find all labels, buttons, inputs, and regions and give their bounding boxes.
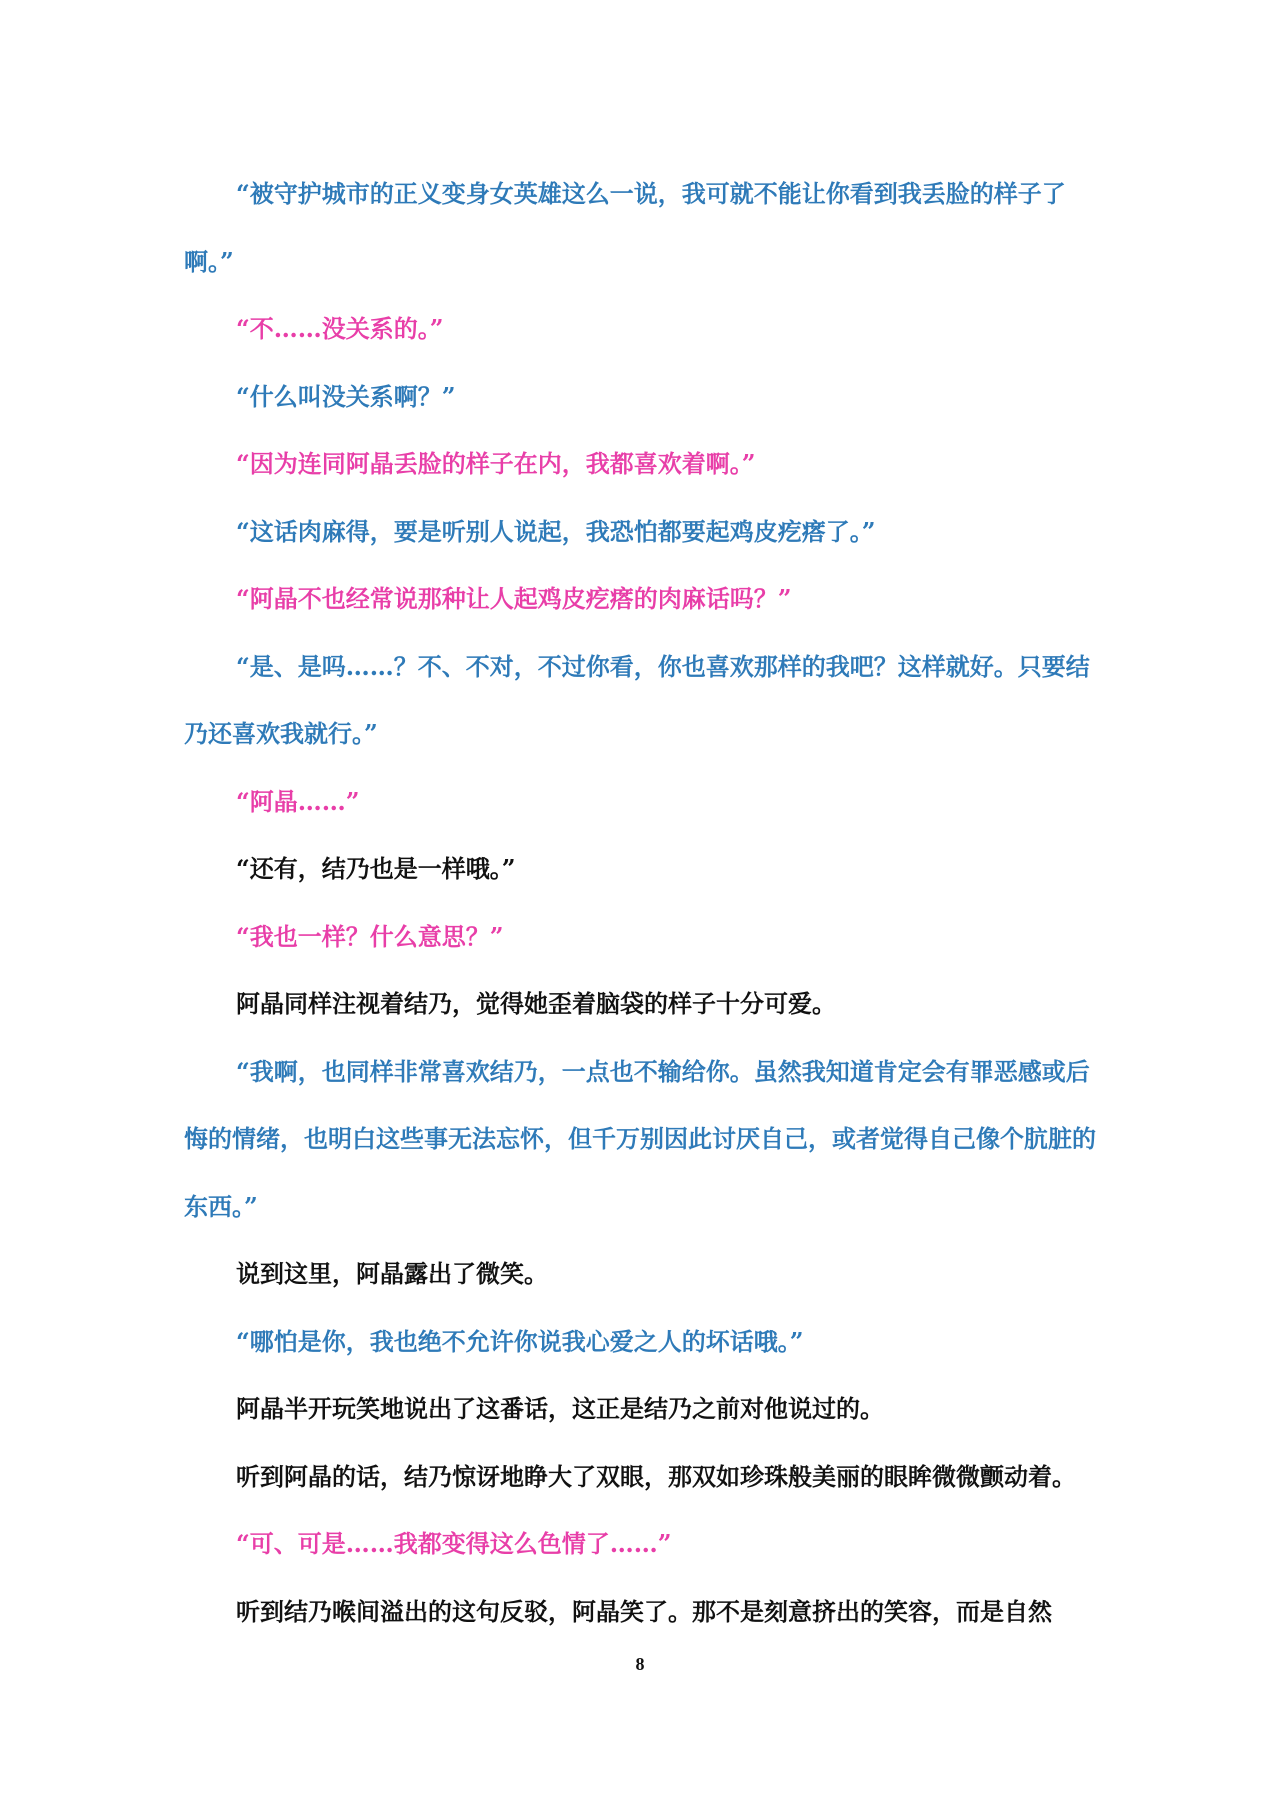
paragraph: “是、是吗……？不、不对，不过你看，你也喜欢那样的我吧？这样就好。只要结乃还喜欢我就行。” [184,651,1090,748]
paragraph: “我也一样？什么意思？” [236,921,504,951]
paragraph: “什么叫没关系啊？” [236,381,456,411]
paragraph: “这话肉麻得，要是听别人说起，我恐怕都要起鸡皮疙瘩了。” [236,516,876,546]
paragraph: “哪怕是你，我也绝不允许你说我心爱之人的坏话哦。” [236,1326,804,1356]
paragraph: “可、可是……我都变得这么色情了……” [236,1529,672,1558]
paragraph: “被守护城市的正义变身女英雄这么一说，我可就不能让你看到我丢脸的样子了啊。” [184,179,1066,276]
paragraph: “我啊，也同样非常喜欢结乃，一点也不输给你。虽然我知道肯定会有罪恶感或后悔的情绪，也明白这些事无法忘怀，但千万别因此讨厌自己，或者觉得自己像个肮脏的东西。” [184,1056,1096,1221]
paragraph: “不……没关系的。” [236,314,444,343]
paragraph: “因为连同阿晶丢脸的样子在内，我都喜欢着啊。” [236,449,756,478]
body-text [184,160,1096,1645]
paragraph: “阿晶……” [236,786,360,816]
paragraph: 阿晶半开玩笑地说出了这番话，这正是结乃之前对他说过的。 [236,1394,884,1423]
paragraph: 听到结乃喉间溢出的这句反驳，阿晶笑了。那不是刻意挤出的笑容，而是自然 [236,1596,1052,1626]
page-number: 8 [635,1654,645,1674]
paragraph: 听到阿晶的话，结乃惊讶地睁大了双眼，那双如珍珠般美丽的眼眸微微颤动着。 [236,1461,1076,1491]
paragraph: “阿晶不也经常说那种让人起鸡皮疙瘩的肉麻话吗？” [236,584,792,613]
paragraph: “还有，结乃也是一样哦。” [236,854,516,883]
paragraph: 阿晶同样注视着结乃，觉得她歪着脑袋的样子十分可爱。 [236,989,836,1018]
paragraph: 说到这里，阿晶露出了微笑。 [236,1259,548,1288]
